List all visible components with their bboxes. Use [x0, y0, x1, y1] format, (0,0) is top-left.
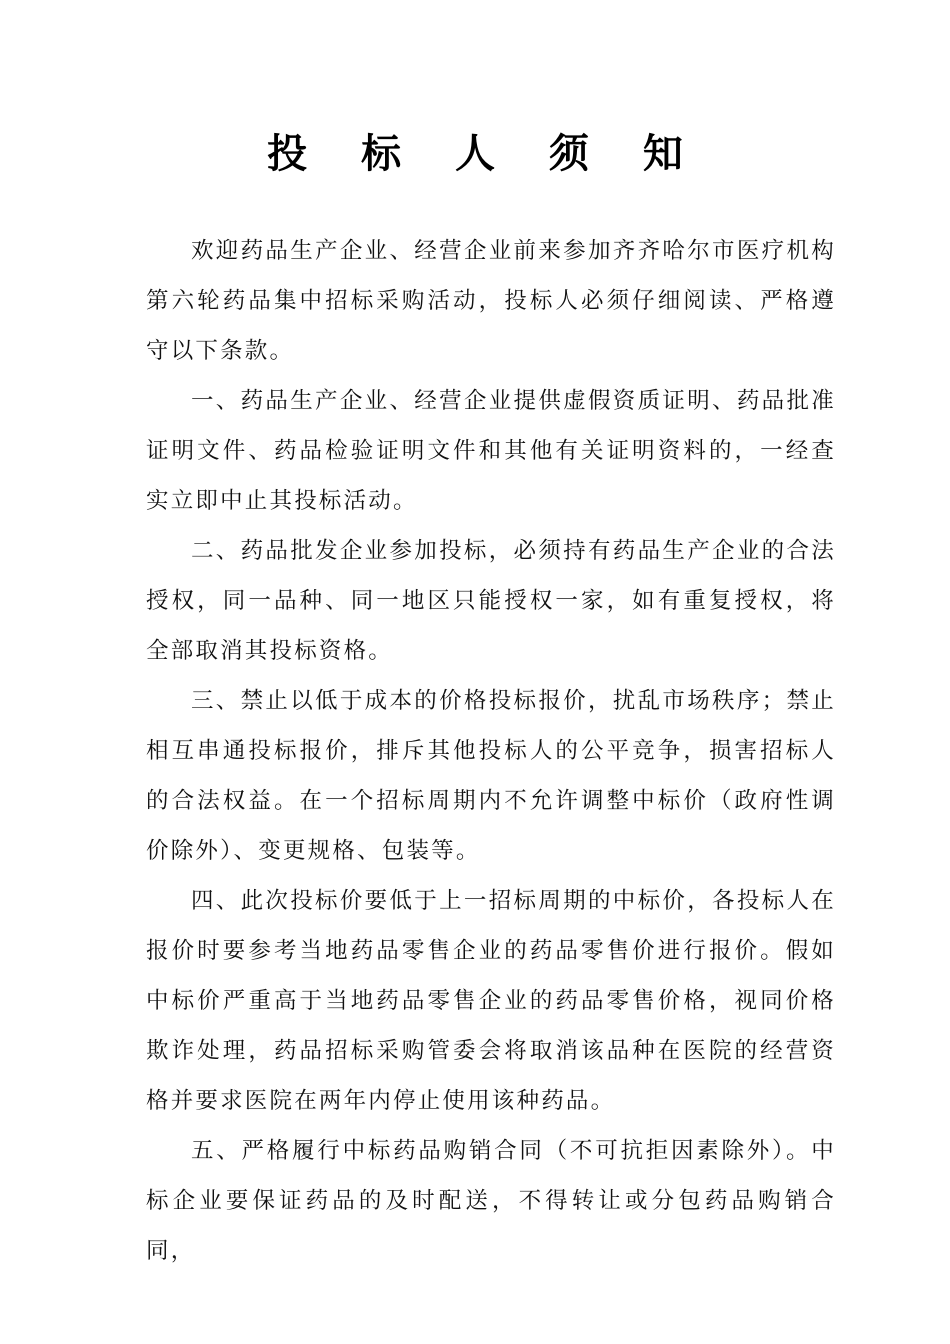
paragraph-clause-1: 一、药品生产企业、经营企业提供虚假资质证明、药品批准证明文件、药品检验证明文件和其他有关证明资料的，一经查实立即中止其投标活动。: [146, 388, 836, 514]
paragraph-clause-2: 二、药品批发企业参加投标，必须持有药品生产企业的合法授权，同一品种、同一地区只能授权一家，如有重复授权，将全部取消其投标资格。: [146, 538, 836, 664]
paragraph-intro: 欢迎药品生产企业、经营企业前来参加齐齐哈尔市医疗机构第六轮药品集中招标采购活动，投标人必须仔细阅读、严格遵守以下条款。: [146, 238, 836, 364]
paragraph-clause-4: 四、此次投标价要低于上一招标周期的中标价，各投标人在报价时要参考当地药品零售企业的药品零售价进行报价。假如中标价严重高于当地药品零售企业的药品零售价格，视同价格欺诈处理，药品招标采购管委会将取消该品种在医院的经营资格并要求医院在两年内停止使用该种药品。: [146, 888, 836, 1114]
document-title: 投 标 人 须 知: [267, 131, 703, 177]
paragraph-clause-5: 五、严格履行中标药品购销合同（不可抗拒因素除外）。中标企业要保证药品的及时配送，不得转让或分包药品购销合同，: [146, 1138, 836, 1264]
document-body: [146, 226, 836, 1276]
paragraph-clause-3: 三、禁止以低于成本的价格投标报价，扰乱市场秩序；禁止相互串通投标报价，排斥其他投标人的公平竞争，损害招标人的合法权益。在一个招标周期内不允许调整中标价（政府性调价除外）、变更规格、包装等。: [146, 688, 836, 864]
